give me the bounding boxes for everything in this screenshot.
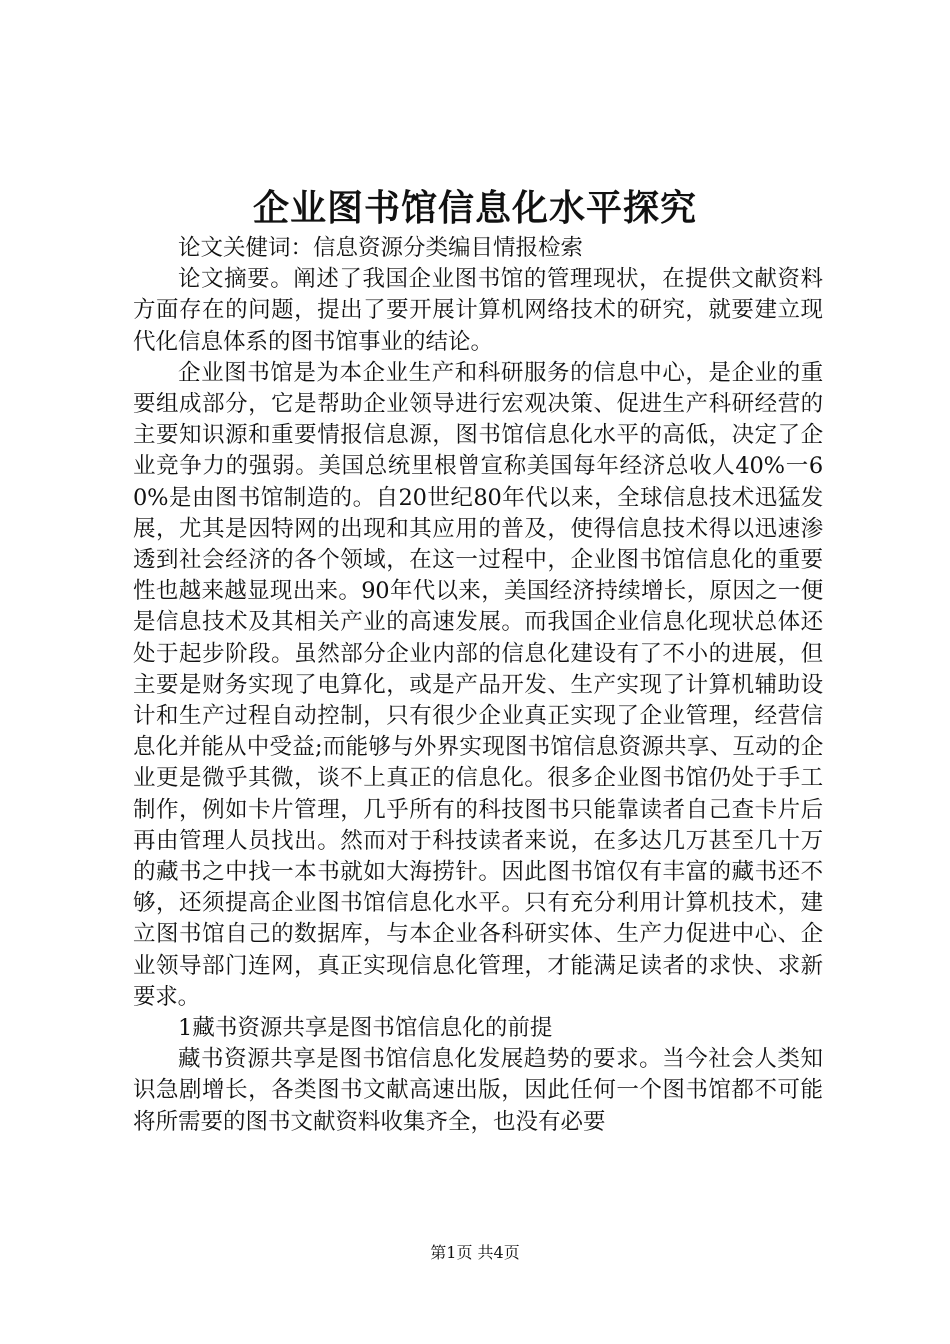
section-heading: 1藏书资源共享是图书馆信息化的前提 bbox=[178, 1015, 553, 1042]
page-footer: 第1页 共4页 bbox=[430, 1243, 520, 1262]
keywords-paragraph: 论文关健词：信息资源分类编目情报检索 bbox=[178, 235, 584, 261]
document-title: 企业图书馆信息化水平探究 bbox=[252, 187, 697, 229]
abstract-paragraph: 论文摘要。阐述了我国企业图书馆的管理现状，在提供文献资料方面存在的问题，提出了要开展计算机网络技术的研究，就要建立现代化信息体系的图书馆事业的结论。 bbox=[133, 266, 823, 355]
intro-paragraph: 企业图书馆是为本企业生产和科研服务的信息中心，是企业的重要组成部分，它是帮助企业领导进行宏观决策、促进生产科研经营的主要知识源和重要情报信息源，图书馆信息化水平的高低，决定了企业竞争力的强弱。美国总统里根曾宣称美国每年经济总收人40%一60%是由图书馆制造的。自20世纪80年代以来，全球信息技术迅猛发展，尤其是因特网的出现和其应用的普及，使得信息技术得以迅速渗透到社会经济的各个领域，在这一过程中，企业图书馆信息化的重要性也越来越显现出来。90年代以来，美国经济持续增长，原因之一便是信息技术及其相关产业的高速发展。而我国企业信息化现状总体还处于起步阶段。虽然部分企业内部的信息化建设有了不小的进展，但主要是财务实现了电算化，或是产品开发、生产实现了计算机辅助设计和生产过程自动控制，只有很少企业真正实现了企业管理，经营信息化并能从中受益;而能够与外界实现图书馆信息资源共享、互动的企业更是微乎其微，谈不上真正的信息化。很多企业图书馆仍处于手工制作，例如卡片管理，几乎所有的科技图书只能靠读者自己查卡片后再由管理人员找出。然而对于科技读者来说，在多达几万甚至几十万的藏书之中找一本书就如大海捞针。因此图书馆仅有丰富的藏书还不够，还须提高企业图书馆信息化水平。只有充分利用计算机技术，建立图书馆自己的数据库，与本企业各科研实体、生产力促进中心、企业领导部门连网，真正实现信息化管理，才能满足读者的求快、求新要求。 bbox=[133, 359, 823, 1010]
document-body bbox=[133, 233, 823, 1138]
section-paragraph: 藏书资源共享是图书馆信息化发展趋势的要求。当今社会人类知识急剧增长，各类图书文献高速出版，因此任何一个图书馆都不可能将所需要的图书文献资料收集齐全，也没有必要 bbox=[133, 1046, 823, 1135]
